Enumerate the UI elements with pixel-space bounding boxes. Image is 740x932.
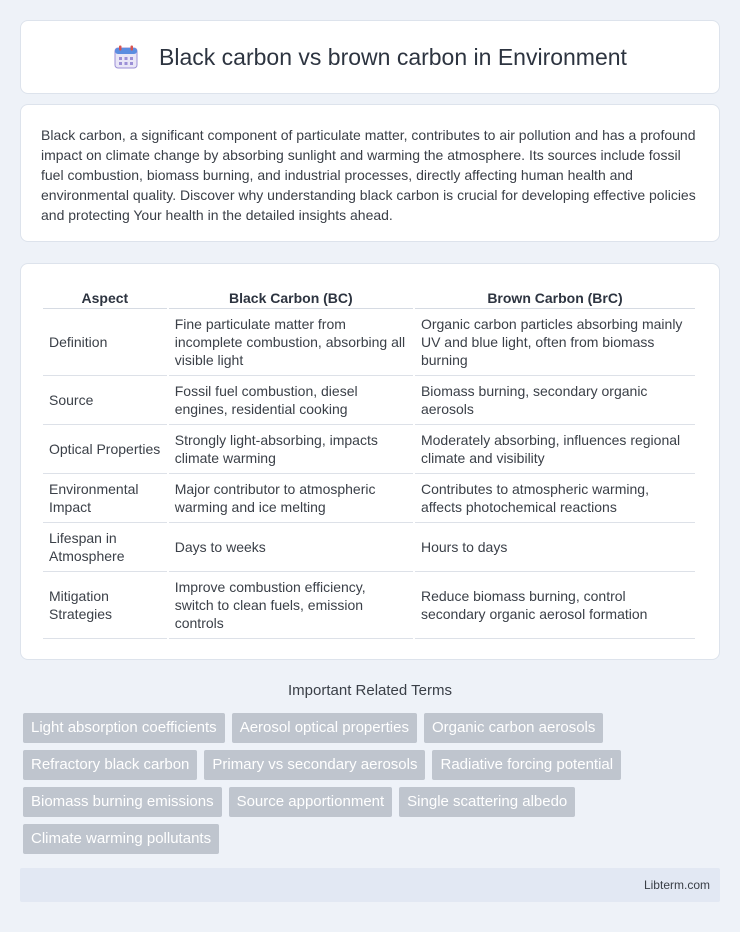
footer-site-link[interactable]: Libterm.com xyxy=(643,878,710,892)
table-cell: Definition xyxy=(43,309,167,376)
table-cell: Lifespan in Atmosphere xyxy=(43,523,167,572)
table-cell: Days to weeks xyxy=(169,523,413,572)
table-cell: Strongly light-absorbing, impacts climate warming xyxy=(169,425,413,474)
comparison-table-card xyxy=(20,263,720,660)
table-cell: Mitigation Strategies xyxy=(43,572,167,639)
table-cell: Reduce biomass burning, control secondary organic aerosol formation xyxy=(415,572,695,639)
table-cell: Environmental Impact xyxy=(43,474,167,523)
related-term-tag[interactable]: Refractory black carbon xyxy=(23,750,197,780)
related-term-tag[interactable]: Source apportionment xyxy=(229,787,393,817)
footer xyxy=(20,868,720,902)
table-cell: Major contributor to atmospheric warming and ice melting xyxy=(169,474,413,523)
table-cell: Fine particulate matter from incomplete combustion, absorbing all visible light xyxy=(169,309,413,376)
table-row xyxy=(43,376,695,425)
table-row xyxy=(43,474,695,523)
table-cell: Biomass burning, secondary organic aerosols xyxy=(415,376,695,425)
related-terms-list xyxy=(23,713,703,861)
table-cell: Contributes to atmospheric warming, affects photochemical reactions xyxy=(415,474,695,523)
related-term-tag[interactable]: Radiative forcing potential xyxy=(432,750,621,780)
intro-text: Black carbon, a significant component of particulate matter, contributes to air pollution and has a profound impact on climate change by absorbing sunlight and warming the atmosphere. Its sources include fossil fuel combustion, biomass burning, and industrial processes, directly affecting human health and environmental quality. Discover why understanding black carbon is crucial for developing effective policies and protecting Your health in the detailed insights ahead. xyxy=(41,127,696,223)
header-card xyxy=(20,20,720,94)
table-cell: Organic carbon particles absorbing mainly UV and blue light, often from biomass burning xyxy=(415,309,695,376)
column-header: Black Carbon (BC) xyxy=(169,284,413,309)
related-terms-title: Important Related Terms xyxy=(288,682,452,699)
related-term-tag[interactable]: Biomass burning emissions xyxy=(23,787,222,817)
related-term-tag[interactable]: Primary vs secondary aerosols xyxy=(204,750,425,780)
table-cell: Moderately absorbing, influences regional climate and visibility xyxy=(415,425,695,474)
table-row xyxy=(43,425,695,474)
table-row xyxy=(43,523,695,572)
column-header: Brown Carbon (BrC) xyxy=(415,284,695,309)
related-term-tag[interactable]: Organic carbon aerosols xyxy=(424,713,603,743)
page-title: Black carbon vs brown carbon in Environment xyxy=(159,43,627,70)
table-cell: Hours to days xyxy=(415,523,695,572)
table-cell: Optical Properties xyxy=(43,425,167,474)
related-term-tag[interactable]: Single scattering albedo xyxy=(399,787,575,817)
table-header-row xyxy=(43,284,695,309)
table-row xyxy=(43,309,695,376)
intro-card xyxy=(20,104,720,242)
related-term-tag[interactable]: Aerosol optical properties xyxy=(232,713,417,743)
table-cell: Source xyxy=(43,376,167,425)
table-row xyxy=(43,572,695,639)
comparison-table xyxy=(41,284,697,639)
column-header: Aspect xyxy=(43,284,167,309)
calendar-icon xyxy=(113,44,139,70)
table-cell: Fossil fuel combustion, diesel engines, residential cooking xyxy=(169,376,413,425)
related-term-tag[interactable]: Climate warming pollutants xyxy=(23,824,219,854)
table-cell: Improve combustion efficiency, switch to clean fuels, emission controls xyxy=(169,572,413,639)
related-term-tag[interactable]: Light absorption coefficients xyxy=(23,713,225,743)
